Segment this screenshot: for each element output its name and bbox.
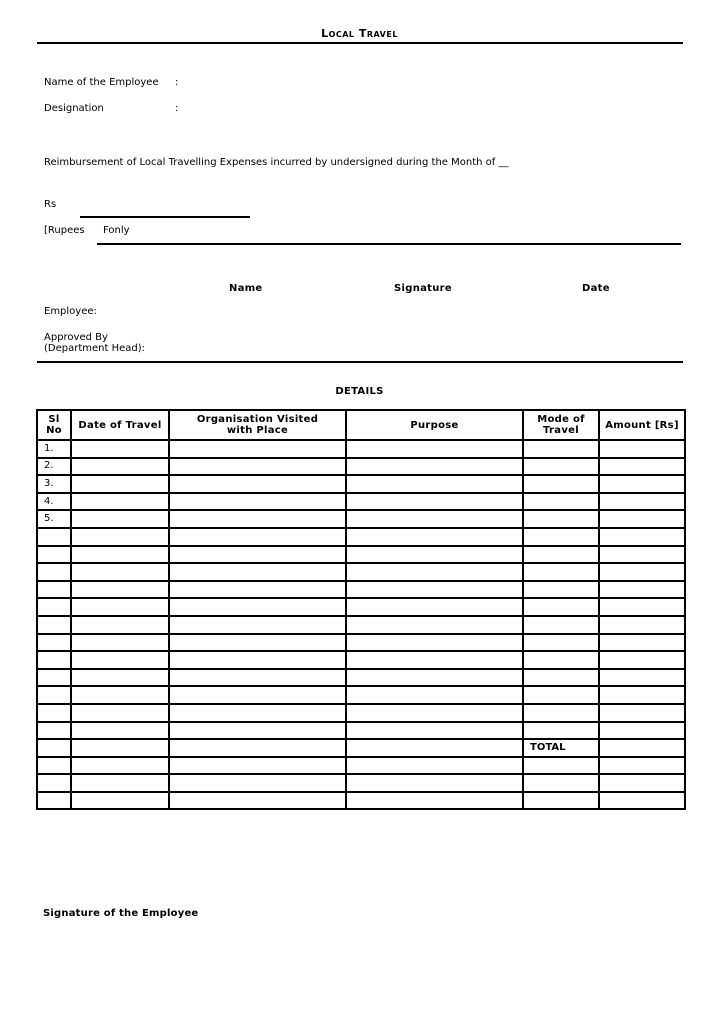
col-organisation: Organisation Visited with Place	[169, 410, 346, 440]
table-cell[interactable]	[71, 686, 169, 704]
table-cell[interactable]	[169, 458, 346, 476]
table-cell[interactable]	[346, 774, 523, 792]
table-cell[interactable]	[169, 563, 346, 581]
table-cell[interactable]	[523, 458, 599, 476]
table-cell[interactable]	[523, 651, 599, 669]
table-cell[interactable]	[523, 792, 599, 810]
table-cell[interactable]	[169, 722, 346, 740]
table-cell[interactable]	[71, 669, 169, 687]
table-cell[interactable]	[346, 704, 523, 722]
table-cell[interactable]	[71, 475, 169, 493]
table-row	[37, 739, 685, 757]
row-number	[37, 669, 71, 687]
table-cell[interactable]	[71, 528, 169, 546]
table-cell[interactable]	[599, 458, 685, 476]
rs-label: Rs	[44, 199, 57, 210]
rs-amount-line[interactable]	[80, 216, 250, 218]
table-cell[interactable]	[346, 739, 523, 757]
table-cell[interactable]	[71, 616, 169, 634]
row-number	[37, 546, 71, 564]
row-number: 3.	[37, 475, 71, 493]
details-body	[37, 440, 685, 809]
col-mode-of-travel: Mode of Travel	[523, 410, 599, 440]
reimbursement-text: Reimbursement of Local Travelling Expenses incurred by undersigned during the Month of __	[44, 157, 509, 168]
table-cell[interactable]	[169, 581, 346, 599]
table-cell[interactable]	[346, 493, 523, 511]
row-number: 2.	[37, 458, 71, 476]
table-cell[interactable]	[346, 475, 523, 493]
table-cell[interactable]	[599, 581, 685, 599]
table-cell[interactable]	[346, 757, 523, 775]
table-cell[interactable]	[523, 475, 599, 493]
table-row	[37, 669, 685, 687]
row-number	[37, 739, 71, 757]
designation-label: Designation	[44, 103, 104, 114]
page-title: Local Travel	[321, 27, 398, 40]
approved-by-label: Approved By	[44, 332, 108, 343]
table-cell[interactable]	[169, 616, 346, 634]
approval-header-signature: Signature	[394, 283, 452, 294]
table-row	[37, 581, 685, 599]
table-cell[interactable]	[169, 704, 346, 722]
table-cell[interactable]	[599, 634, 685, 652]
table-cell[interactable]	[523, 598, 599, 616]
table-row	[37, 598, 685, 616]
details-heading: DETAILS	[335, 386, 384, 397]
table-cell[interactable]	[346, 546, 523, 564]
table-cell[interactable]	[346, 634, 523, 652]
table-cell[interactable]	[346, 616, 523, 634]
col-sl-no: Sl No	[37, 410, 71, 440]
table-cell[interactable]	[523, 563, 599, 581]
details-header-row	[37, 410, 685, 440]
table-cell[interactable]	[599, 722, 685, 740]
table-cell[interactable]	[169, 475, 346, 493]
row-number	[37, 792, 71, 810]
row-number	[37, 634, 71, 652]
col-amount: Amount [Rs]	[599, 410, 685, 440]
table-cell[interactable]	[523, 528, 599, 546]
table-cell[interactable]	[599, 546, 685, 564]
dept-head-label: (Department Head):	[44, 343, 146, 354]
table-cell[interactable]	[169, 440, 346, 458]
table-row	[37, 475, 685, 493]
table-cell[interactable]	[169, 757, 346, 775]
title-divider	[37, 42, 683, 44]
table-cell[interactable]	[169, 528, 346, 546]
details-table	[36, 409, 686, 810]
table-cell[interactable]	[599, 493, 685, 511]
table-cell[interactable]	[169, 774, 346, 792]
table-cell[interactable]	[599, 757, 685, 775]
row-number	[37, 616, 71, 634]
table-cell[interactable]	[169, 669, 346, 687]
row-number	[37, 598, 71, 616]
table-row	[37, 651, 685, 669]
table-row	[37, 616, 685, 634]
table-cell[interactable]	[599, 704, 685, 722]
table-cell[interactable]	[599, 651, 685, 669]
table-row	[37, 458, 685, 476]
table-cell[interactable]	[169, 510, 346, 528]
table-cell[interactable]	[523, 440, 599, 458]
table-cell[interactable]	[599, 774, 685, 792]
table-cell[interactable]	[523, 704, 599, 722]
employee-name-colon: :	[175, 77, 179, 88]
table-cell[interactable]	[71, 651, 169, 669]
table-cell[interactable]	[346, 510, 523, 528]
rupees-only-text: Fonly	[103, 225, 130, 236]
table-row	[37, 510, 685, 528]
total-label: TOTAL	[523, 739, 599, 757]
table-cell[interactable]	[346, 598, 523, 616]
table-row	[37, 686, 685, 704]
rupees-label: [Rupees	[44, 225, 85, 236]
table-cell[interactable]	[523, 510, 599, 528]
table-cell[interactable]	[71, 510, 169, 528]
table-cell[interactable]	[169, 493, 346, 511]
designation-colon: :	[175, 103, 179, 114]
table-cell[interactable]	[523, 634, 599, 652]
table-cell[interactable]	[523, 757, 599, 775]
table-cell[interactable]	[346, 686, 523, 704]
table-cell[interactable]	[599, 440, 685, 458]
table-cell[interactable]	[523, 581, 599, 599]
table-cell[interactable]	[523, 774, 599, 792]
table-row	[37, 757, 685, 775]
table-cell[interactable]	[346, 722, 523, 740]
table-cell[interactable]	[169, 546, 346, 564]
table-cell[interactable]	[346, 528, 523, 546]
table-cell[interactable]	[346, 458, 523, 476]
row-number	[37, 704, 71, 722]
table-cell[interactable]	[599, 598, 685, 616]
row-number	[37, 581, 71, 599]
table-cell[interactable]	[71, 792, 169, 810]
table-cell[interactable]	[71, 598, 169, 616]
table-cell[interactable]	[346, 581, 523, 599]
table-row	[37, 792, 685, 810]
table-cell[interactable]	[71, 704, 169, 722]
table-cell[interactable]	[169, 634, 346, 652]
employee-name-label: Name of the Employee	[44, 77, 159, 88]
table-cell[interactable]	[71, 546, 169, 564]
table-cell[interactable]	[599, 563, 685, 581]
row-number	[37, 563, 71, 581]
table-row	[37, 493, 685, 511]
table-cell[interactable]	[71, 757, 169, 775]
table-cell[interactable]	[71, 774, 169, 792]
table-cell[interactable]	[71, 722, 169, 740]
table-row	[37, 722, 685, 740]
row-number: 4.	[37, 493, 71, 511]
table-cell[interactable]	[169, 686, 346, 704]
table-cell[interactable]	[71, 634, 169, 652]
table-cell[interactable]	[599, 616, 685, 634]
table-cell[interactable]	[523, 616, 599, 634]
row-number	[37, 757, 71, 775]
row-number	[37, 651, 71, 669]
table-cell[interactable]	[169, 651, 346, 669]
table-cell[interactable]	[599, 510, 685, 528]
table-cell[interactable]	[599, 528, 685, 546]
table-cell[interactable]	[169, 598, 346, 616]
table-cell[interactable]	[523, 546, 599, 564]
approval-header-date: Date	[582, 283, 610, 294]
employee-approval-label: Employee:	[44, 306, 97, 317]
table-cell[interactable]	[71, 493, 169, 511]
table-row	[37, 634, 685, 652]
table-row	[37, 440, 685, 458]
signature-label: Signature of the Employee	[43, 908, 199, 919]
table-row	[37, 528, 685, 546]
col-purpose: Purpose	[346, 410, 523, 440]
table-cell[interactable]	[169, 792, 346, 810]
table-cell[interactable]	[346, 669, 523, 687]
table-cell[interactable]	[71, 440, 169, 458]
row-number: 1.	[37, 440, 71, 458]
table-cell[interactable]	[599, 739, 685, 757]
approval-header-name: Name	[229, 283, 263, 294]
table-cell[interactable]	[599, 686, 685, 704]
table-row	[37, 563, 685, 581]
row-number	[37, 722, 71, 740]
row-number	[37, 686, 71, 704]
table-cell[interactable]	[523, 686, 599, 704]
row-number: 5.	[37, 510, 71, 528]
row-number	[37, 774, 71, 792]
table-cell[interactable]	[599, 475, 685, 493]
row-number	[37, 528, 71, 546]
table-row	[37, 546, 685, 564]
table-cell[interactable]	[169, 739, 346, 757]
table-cell[interactable]	[346, 651, 523, 669]
table-cell[interactable]	[71, 581, 169, 599]
table-cell[interactable]	[71, 563, 169, 581]
table-cell[interactable]	[523, 493, 599, 511]
col-date-of-travel: Date of Travel	[71, 410, 169, 440]
table-cell[interactable]	[599, 669, 685, 687]
table-cell[interactable]	[523, 669, 599, 687]
table-cell[interactable]	[346, 563, 523, 581]
table-cell[interactable]	[346, 792, 523, 810]
table-cell[interactable]	[523, 722, 599, 740]
table-cell[interactable]	[71, 739, 169, 757]
table-cell[interactable]	[346, 440, 523, 458]
table-cell[interactable]	[71, 458, 169, 476]
table-cell[interactable]	[599, 792, 685, 810]
table-row	[37, 704, 685, 722]
rupees-words-line[interactable]	[97, 243, 681, 245]
table-row	[37, 774, 685, 792]
approval-divider	[37, 361, 683, 363]
